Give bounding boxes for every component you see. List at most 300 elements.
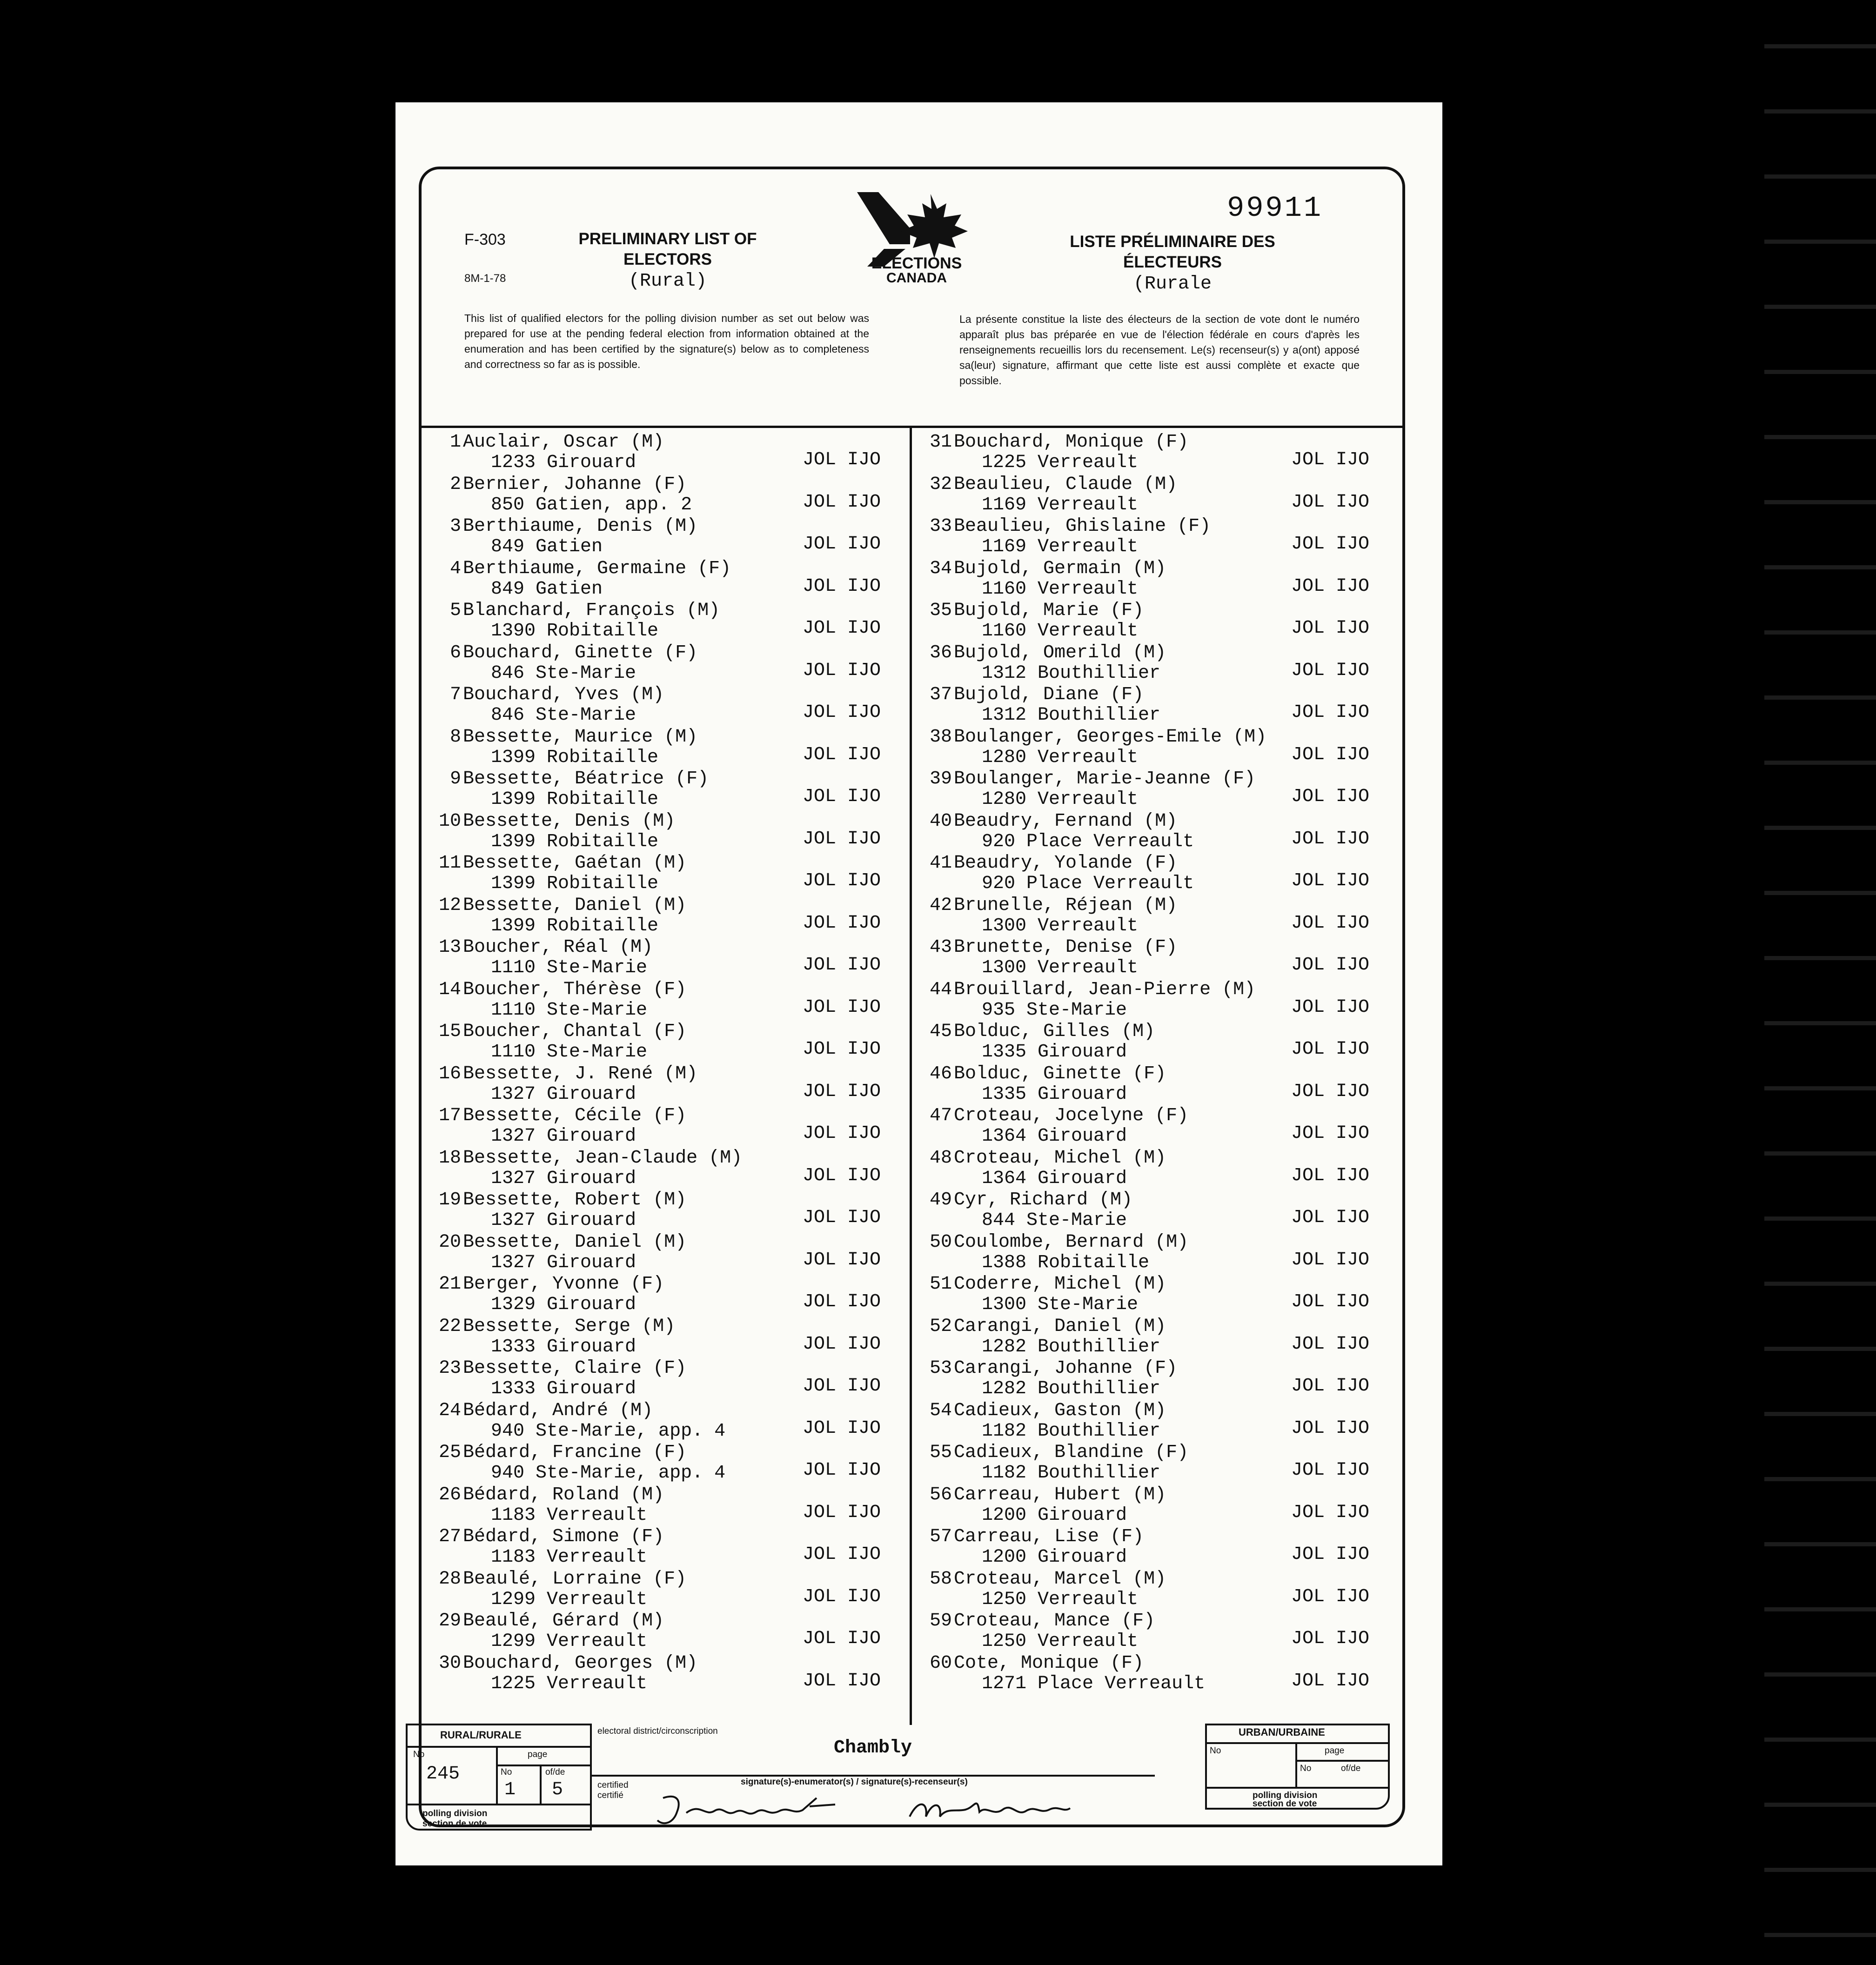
elector-number: 23: [438, 1358, 461, 1379]
elector-name: Boucher, Réal (M): [463, 937, 653, 958]
urban-page-rule: [1295, 1760, 1390, 1762]
elector-postal-code: JOL IJO: [1291, 1460, 1370, 1481]
elector-name: Cadieux, Blandine (F): [954, 1442, 1189, 1463]
elector-address: 1327 Girouard: [491, 1210, 636, 1231]
elector-postal-code: JOL IJO: [803, 1165, 881, 1186]
elector-number: 43: [929, 937, 952, 958]
elector-postal-code: JOL IJO: [803, 1586, 881, 1607]
elector-postal-code: JOL IJO: [1291, 534, 1370, 555]
elector-name: Beaulieu, Claude (M): [954, 474, 1178, 495]
elector-number: 7: [449, 684, 461, 705]
elector-name: Blanchard, François (M): [463, 600, 720, 621]
elector-address: 1390 Robitaille: [491, 621, 659, 642]
elector-postal-code: JOL IJO: [1291, 1670, 1370, 1691]
elector-name: Bouchard, Ginette (F): [463, 642, 698, 663]
elector-number: 52: [929, 1316, 952, 1337]
elector-number: 41: [929, 853, 952, 874]
elector-number: 8: [449, 726, 461, 748]
elector-number: 15: [438, 1021, 461, 1042]
elector-entry: [917, 1653, 1400, 1695]
elector-entry: [917, 1274, 1400, 1316]
elector-entry: [426, 727, 905, 769]
elector-postal-code: JOL IJO: [803, 996, 881, 1018]
elector-name: Cadieux, Gaston (M): [954, 1400, 1166, 1421]
elector-entry: [917, 1484, 1400, 1527]
elector-list-left: [426, 432, 905, 1695]
elector-address: 1250 Verreault: [982, 1631, 1139, 1652]
elector-postal-code: JOL IJO: [1291, 702, 1370, 723]
elector-name: Croteau, Mance (F): [954, 1611, 1155, 1631]
elector-address: 1110 Ste-Marie: [491, 999, 648, 1021]
elector-number: 12: [438, 895, 461, 916]
elector-name: Bessette, Robert (M): [463, 1190, 687, 1210]
elector-entry: [917, 1569, 1400, 1611]
elector-address: 1312 Bouthillier: [982, 705, 1161, 726]
elector-entry: [917, 1021, 1400, 1063]
elector-address: 1160 Verreault: [982, 621, 1139, 642]
elector-postal-code: JOL IJO: [803, 1291, 881, 1312]
elector-postal-code: JOL IJO: [803, 491, 881, 513]
elector-address: 1300 Ste-Marie: [982, 1294, 1139, 1315]
elector-postal-code: JOL IJO: [1291, 1249, 1370, 1270]
elector-entry: [426, 895, 905, 937]
elector-address: 1399 Robitaille: [491, 873, 659, 894]
elector-entry: [917, 642, 1400, 685]
elector-address: 1335 Girouard: [982, 1042, 1127, 1063]
district-rule: [592, 1775, 1155, 1777]
rural-no-label: No: [413, 1750, 425, 1759]
elector-address: 920 Place Verreault: [982, 873, 1194, 894]
elector-name: Bujold, Omerild (M): [954, 642, 1166, 663]
page-rule: [496, 1764, 592, 1766]
elector-number: 46: [929, 1063, 952, 1084]
elector-postal-code: JOL IJO: [803, 955, 881, 976]
elector-entry: [426, 1484, 905, 1527]
elector-postal-code: JOL IJO: [1291, 1628, 1370, 1649]
elector-number: 32: [929, 474, 952, 495]
elector-postal-code: JOL IJO: [803, 1081, 881, 1102]
page-no-label: No: [501, 1767, 512, 1777]
elector-number: 47: [929, 1105, 952, 1126]
elector-postal-code: JOL IJO: [1291, 618, 1370, 639]
elector-entry: [426, 1569, 905, 1611]
intro-english: This list of qualified electors for the polling division number as set out below was prepared for use at the pending federal election from information obtained at the enumeration and has been certified by the signature(s) below as to completeness and correctness so far as is possible.: [464, 312, 869, 370]
elector-entry: [917, 1316, 1400, 1358]
elector-number: 4: [449, 558, 461, 579]
elector-postal-code: JOL IJO: [803, 1670, 881, 1691]
elector-address: 1110 Ste-Marie: [491, 1042, 648, 1063]
elector-name: Bessette, Daniel (M): [463, 1231, 687, 1253]
elector-address: 1280 Verreault: [982, 747, 1139, 768]
elector-entry: [426, 979, 905, 1022]
logo-text-canada: CANADA: [886, 270, 947, 286]
elector-postal-code: JOL IJO: [803, 1039, 881, 1060]
elector-address: 1327 Girouard: [491, 1083, 636, 1105]
elector-name: Bessette, Béatrice (F): [463, 769, 709, 789]
elector-entry: [917, 853, 1400, 895]
elector-address: 1299 Verreault: [491, 1631, 648, 1652]
elector-entry: [917, 1063, 1400, 1106]
elector-entry: [917, 684, 1400, 727]
elector-address: 850 Gatien, app. 2: [491, 494, 692, 515]
district-value: Chambly: [834, 1738, 912, 1758]
elector-address: 1399 Robitaille: [491, 747, 659, 768]
elector-address: 849 Gatien: [491, 578, 603, 600]
elector-entry: [917, 558, 1400, 601]
elector-number: 9: [449, 769, 461, 789]
serial-number: 99911: [1227, 192, 1323, 225]
elector-number: 49: [929, 1190, 952, 1210]
elector-name: Croteau, Marcel (M): [954, 1568, 1166, 1590]
elector-address: 1312 Bouthillier: [982, 662, 1161, 684]
column-divider: [910, 427, 912, 1725]
elector-number: 6: [449, 642, 461, 663]
elector-name: Boucher, Thérèse (F): [463, 979, 687, 1000]
elector-name: Bessette, Gaétan (M): [463, 853, 687, 874]
elector-entry: [426, 1190, 905, 1232]
elector-address: 1225 Verreault: [982, 452, 1139, 473]
section-de-vote-label: section de vote: [422, 1819, 487, 1829]
elector-number: 60: [929, 1652, 952, 1674]
elector-number: 24: [438, 1400, 461, 1421]
elector-postal-code: JOL IJO: [1291, 575, 1370, 597]
elector-postal-code: JOL IJO: [803, 1628, 881, 1649]
elector-number: 25: [438, 1442, 461, 1463]
elector-address: 1327 Girouard: [491, 1252, 636, 1273]
elector-postal-code: JOL IJO: [803, 575, 881, 597]
urban-page-label: page: [1325, 1746, 1345, 1756]
page-number: 1: [504, 1779, 516, 1800]
elector-entry: [426, 1316, 905, 1358]
elector-entry: [426, 642, 905, 685]
rural-label: RURAL/RURALE: [440, 1729, 522, 1741]
elector-entry: [917, 1190, 1400, 1232]
elector-entry: [917, 811, 1400, 853]
elector-postal-code: JOL IJO: [1291, 1333, 1370, 1355]
certifie-label: certifié: [597, 1791, 623, 1800]
elector-address: 1233 Girouard: [491, 452, 636, 473]
elector-entry: [917, 432, 1400, 474]
elector-name: Bédard, Simone (F): [463, 1526, 664, 1547]
elector-name: Carreau, Hubert (M): [954, 1484, 1166, 1505]
elector-entry: [917, 1442, 1400, 1484]
elector-postal-code: JOL IJO: [803, 702, 881, 723]
elector-postal-code: JOL IJO: [803, 744, 881, 765]
elector-postal-code: JOL IJO: [1291, 1586, 1370, 1607]
elector-number: 20: [438, 1231, 461, 1253]
elector-number: 34: [929, 558, 952, 579]
elector-address: 1299 Verreault: [491, 1589, 648, 1610]
elector-postal-code: JOL IJO: [803, 449, 881, 470]
elector-postal-code: JOL IJO: [1291, 1207, 1370, 1228]
elector-address: 940 Ste-Marie, app. 4: [491, 1420, 726, 1442]
elector-entry: [426, 1442, 905, 1484]
elector-entry: [426, 1611, 905, 1653]
elector-name: Bujold, Diane (F): [954, 684, 1144, 705]
elector-postal-code: JOL IJO: [803, 1333, 881, 1355]
elector-postal-code: JOL IJO: [803, 786, 881, 807]
elector-name: Bernier, Johanne (F): [463, 474, 687, 495]
elector-name: Bédard, Francine (F): [463, 1442, 687, 1463]
elector-name: Boucher, Chantal (F): [463, 1021, 687, 1042]
elector-number: 48: [929, 1147, 952, 1169]
elector-entry: [426, 1274, 905, 1316]
elector-number: 51: [929, 1274, 952, 1295]
elector-postal-code: JOL IJO: [803, 912, 881, 934]
elector-postal-code: JOL IJO: [803, 660, 881, 681]
title-fr-text: LISTE PRÉLIMINAIRE DES ÉLECTEURS: [1070, 233, 1275, 271]
elector-name: Carangi, Daniel (M): [954, 1316, 1166, 1337]
subtitle-fr: (Rurale: [1133, 273, 1212, 294]
form-date: 8M-1-78: [464, 272, 506, 285]
elector-entry: [917, 979, 1400, 1022]
elector-name: Bessette, Claire (F): [463, 1358, 687, 1379]
elector-postal-code: JOL IJO: [803, 1207, 881, 1228]
elector-name: Bolduc, Gilles (M): [954, 1021, 1155, 1042]
elector-entry: [917, 1400, 1400, 1443]
elector-address: 1183 Verreault: [491, 1547, 648, 1568]
subtitle-en: (Rural): [628, 270, 707, 292]
elector-name: Cote, Monique (F): [954, 1652, 1144, 1674]
elector-postal-code: JOL IJO: [803, 828, 881, 849]
elector-name: Bédard, André (M): [463, 1400, 653, 1421]
elector-address: 844 Ste-Marie: [982, 1210, 1127, 1231]
elector-entry: [426, 1063, 905, 1106]
elector-entry: [917, 600, 1400, 642]
elector-address: 1329 Girouard: [491, 1294, 636, 1315]
elector-address: 1225 Verreault: [491, 1673, 648, 1694]
enumerator-signature: [649, 1784, 1086, 1833]
polling-division-label: polling division: [422, 1809, 488, 1818]
elector-address: 1200 Girouard: [982, 1504, 1127, 1526]
elector-number: 58: [929, 1568, 952, 1590]
elector-address: 1364 Girouard: [982, 1168, 1127, 1189]
elector-number: 37: [929, 684, 952, 705]
elector-postal-code: JOL IJO: [1291, 449, 1370, 470]
elector-address: 1160 Verreault: [982, 578, 1139, 600]
elector-address: 1333 Girouard: [491, 1336, 636, 1357]
elector-name: Bessette, Daniel (M): [463, 895, 687, 916]
elector-name: Carangi, Johanne (F): [954, 1358, 1178, 1379]
elector-address: 1271 Place Verreault: [982, 1673, 1206, 1694]
elector-entry: [426, 1232, 905, 1274]
elector-postal-code: JOL IJO: [1291, 660, 1370, 681]
elector-number: 53: [929, 1358, 952, 1379]
elector-postal-code: JOL IJO: [1291, 1123, 1370, 1144]
elector-number: 13: [438, 937, 461, 958]
elector-number: 45: [929, 1021, 952, 1042]
elector-number: 54: [929, 1400, 952, 1421]
urban-no-label: No: [1210, 1746, 1221, 1756]
elector-address: 1183 Verreault: [491, 1504, 648, 1526]
elector-entry: [426, 432, 905, 474]
signature-label: signature(s)-enumerator(s) / signature(s)-recenseur(s): [741, 1777, 968, 1787]
elector-number: 27: [438, 1526, 461, 1547]
elector-name: Bolduc, Ginette (F): [954, 1063, 1166, 1084]
elector-number: 26: [438, 1484, 461, 1505]
urban-section-label: section de vote: [1253, 1799, 1317, 1809]
elector-name: Boulanger, Georges-Emile (M): [954, 726, 1267, 748]
elector-name: Brouillard, Jean-Pierre (M): [954, 979, 1256, 1000]
page-label: page: [528, 1750, 548, 1759]
urban-of-label: of/de: [1341, 1764, 1361, 1773]
elector-number: 19: [438, 1190, 461, 1210]
elector-address: 1250 Verreault: [982, 1589, 1139, 1610]
elector-name: Bédard, Roland (M): [463, 1484, 664, 1505]
elector-address: 1300 Verreault: [982, 915, 1139, 936]
elector-number: 14: [438, 979, 461, 1000]
elector-name: Beaulieu, Ghislaine (F): [954, 516, 1211, 537]
elector-entry: [426, 516, 905, 558]
elector-entry: [426, 558, 905, 601]
page-sep: [540, 1765, 542, 1805]
elector-entry: [917, 937, 1400, 979]
title-english: [549, 229, 786, 293]
elector-entry: [917, 895, 1400, 937]
elector-entry: [426, 1400, 905, 1443]
page-of-label: of/de: [545, 1767, 565, 1777]
elector-address: 1200 Girouard: [982, 1547, 1127, 1568]
elector-name: Croteau, Michel (M): [954, 1147, 1166, 1169]
elector-postal-code: JOL IJO: [803, 1502, 881, 1523]
elector-name: Bessette, Denis (M): [463, 810, 676, 832]
elector-address: 1388 Robitaille: [982, 1252, 1150, 1273]
elector-address: 940 Ste-Marie, app. 4: [491, 1463, 726, 1484]
elector-entry: [917, 1232, 1400, 1274]
elector-postal-code: JOL IJO: [1291, 1417, 1370, 1439]
elector-name: Bouchard, Yves (M): [463, 684, 664, 705]
intro-french: La présente constitue la liste des électeurs de la section de vote dont le numéro apparaît plus bas préparée en vue de l'élection fédérale en cours d'après les renseignements recueillis lors du recensement. Le(s) recenseur(s) y a(ont) apposé sa(leur) signature, affirmant que cette liste est aussi complète et exacte que possible.: [959, 313, 1360, 387]
elector-name: Berthiaume, Germaine (F): [463, 558, 731, 579]
film-edge: [1764, 0, 1876, 1965]
elector-address: 1327 Girouard: [491, 1168, 636, 1189]
title-french: [1035, 232, 1310, 296]
elector-postal-code: JOL IJO: [1291, 1165, 1370, 1186]
elector-address: 1169 Verreault: [982, 536, 1139, 557]
elector-name: Beaudry, Fernand (M): [954, 810, 1178, 832]
elector-name: Coulombe, Bernard (M): [954, 1231, 1189, 1253]
elector-number: 39: [929, 769, 952, 789]
logo-text-elections: ELECTIONS: [871, 254, 962, 272]
elector-postal-code: JOL IJO: [1291, 1291, 1370, 1312]
elector-postal-code: JOL IJO: [803, 1123, 881, 1144]
elector-postal-code: JOL IJO: [1291, 912, 1370, 934]
elector-address: 1182 Bouthillier: [982, 1420, 1161, 1442]
elector-address: 1327 Girouard: [491, 1126, 636, 1147]
elector-postal-code: JOL IJO: [1291, 744, 1370, 765]
certified-label: certified: [597, 1780, 629, 1790]
elector-list-right: [917, 432, 1400, 1695]
elector-address: 1110 Ste-Marie: [491, 957, 648, 978]
elector-name: Auclair, Oscar (M): [463, 432, 664, 453]
elector-name: Bouchard, Georges (M): [463, 1652, 698, 1674]
elector-number: 22: [438, 1316, 461, 1337]
elector-postal-code: JOL IJO: [1291, 996, 1370, 1018]
elector-address: 1300 Verreault: [982, 957, 1139, 978]
elector-number: 56: [929, 1484, 952, 1505]
elector-name: Brunelle, Réjean (M): [954, 895, 1178, 916]
elector-address: 1335 Girouard: [982, 1083, 1127, 1105]
elector-name: Berthiaume, Denis (M): [463, 516, 698, 537]
elector-number: 57: [929, 1526, 952, 1547]
elector-number: 21: [438, 1274, 461, 1295]
elector-postal-code: JOL IJO: [1291, 870, 1370, 891]
elector-entry: [426, 474, 905, 516]
elector-postal-code: JOL IJO: [803, 870, 881, 891]
elector-address: 1169 Verreault: [982, 494, 1139, 515]
elector-name: Brunette, Denise (F): [954, 937, 1178, 958]
elector-number: 38: [929, 726, 952, 748]
elector-name: Boulanger, Marie-Jeanne (F): [954, 769, 1256, 789]
elector-number: 28: [438, 1568, 461, 1590]
elector-address: 1399 Robitaille: [491, 831, 659, 852]
elector-postal-code: JOL IJO: [1291, 1081, 1370, 1102]
elector-postal-code: JOL IJO: [1291, 1544, 1370, 1565]
elector-entry: [426, 684, 905, 727]
elector-address: 920 Place Verreault: [982, 831, 1194, 852]
elector-number: 42: [929, 895, 952, 916]
urban-page-no-label: No: [1300, 1764, 1312, 1773]
elector-address: 1333 Girouard: [491, 1378, 636, 1399]
header-divider: [419, 426, 1405, 428]
elector-name: Coderre, Michel (M): [954, 1274, 1166, 1295]
elector-number: 40: [929, 810, 952, 832]
elector-entry: [426, 1148, 905, 1190]
elector-postal-code: JOL IJO: [803, 1249, 881, 1270]
elector-address: 1364 Girouard: [982, 1126, 1127, 1147]
elector-postal-code: JOL IJO: [1291, 1039, 1370, 1060]
elector-postal-code: JOL IJO: [1291, 491, 1370, 513]
elector-postal-code: JOL IJO: [1291, 828, 1370, 849]
elector-number: 36: [929, 642, 952, 663]
elector-entry: [917, 1611, 1400, 1653]
elector-address: 1282 Bouthillier: [982, 1336, 1161, 1357]
elector-number: 18: [438, 1147, 461, 1169]
elector-entry: [426, 853, 905, 895]
elector-number: 5: [449, 600, 461, 621]
urban-polling-label: polling division: [1253, 1791, 1318, 1800]
elector-name: Bessette, Cécile (F): [463, 1105, 687, 1126]
elector-address: 1399 Robitaille: [491, 915, 659, 936]
elector-address: 846 Ste-Marie: [491, 705, 636, 726]
elector-number: 17: [438, 1105, 461, 1126]
elector-address: 1280 Verreault: [982, 789, 1139, 810]
elector-entry: [426, 769, 905, 811]
elector-address: 1182 Bouthillier: [982, 1463, 1161, 1484]
page-total: 5: [552, 1779, 563, 1800]
elector-entry: [917, 1148, 1400, 1190]
elector-postal-code: JOL IJO: [803, 534, 881, 555]
elector-entry: [426, 1526, 905, 1569]
elector-postal-code: JOL IJO: [1291, 1502, 1370, 1523]
elector-number: 35: [929, 600, 952, 621]
elector-entry: [426, 1021, 905, 1063]
title-en-text: PRELIMINARY LIST OF ELECTORS: [578, 230, 757, 268]
elector-entry: [426, 1653, 905, 1695]
elector-entry: [917, 769, 1400, 811]
elector-number: 55: [929, 1442, 952, 1463]
elector-name: Bouchard, Monique (F): [954, 432, 1189, 453]
elector-postal-code: JOL IJO: [1291, 1376, 1370, 1397]
elector-entry: [426, 1358, 905, 1400]
elector-number: 29: [438, 1611, 461, 1631]
elector-name: Beaudry, Yolande (F): [954, 853, 1178, 874]
elector-address: 846 Ste-Marie: [491, 662, 636, 684]
elector-postal-code: JOL IJO: [803, 618, 881, 639]
elector-number: 3: [449, 516, 461, 537]
elector-number: 59: [929, 1611, 952, 1631]
elector-address: 1399 Robitaille: [491, 789, 659, 810]
